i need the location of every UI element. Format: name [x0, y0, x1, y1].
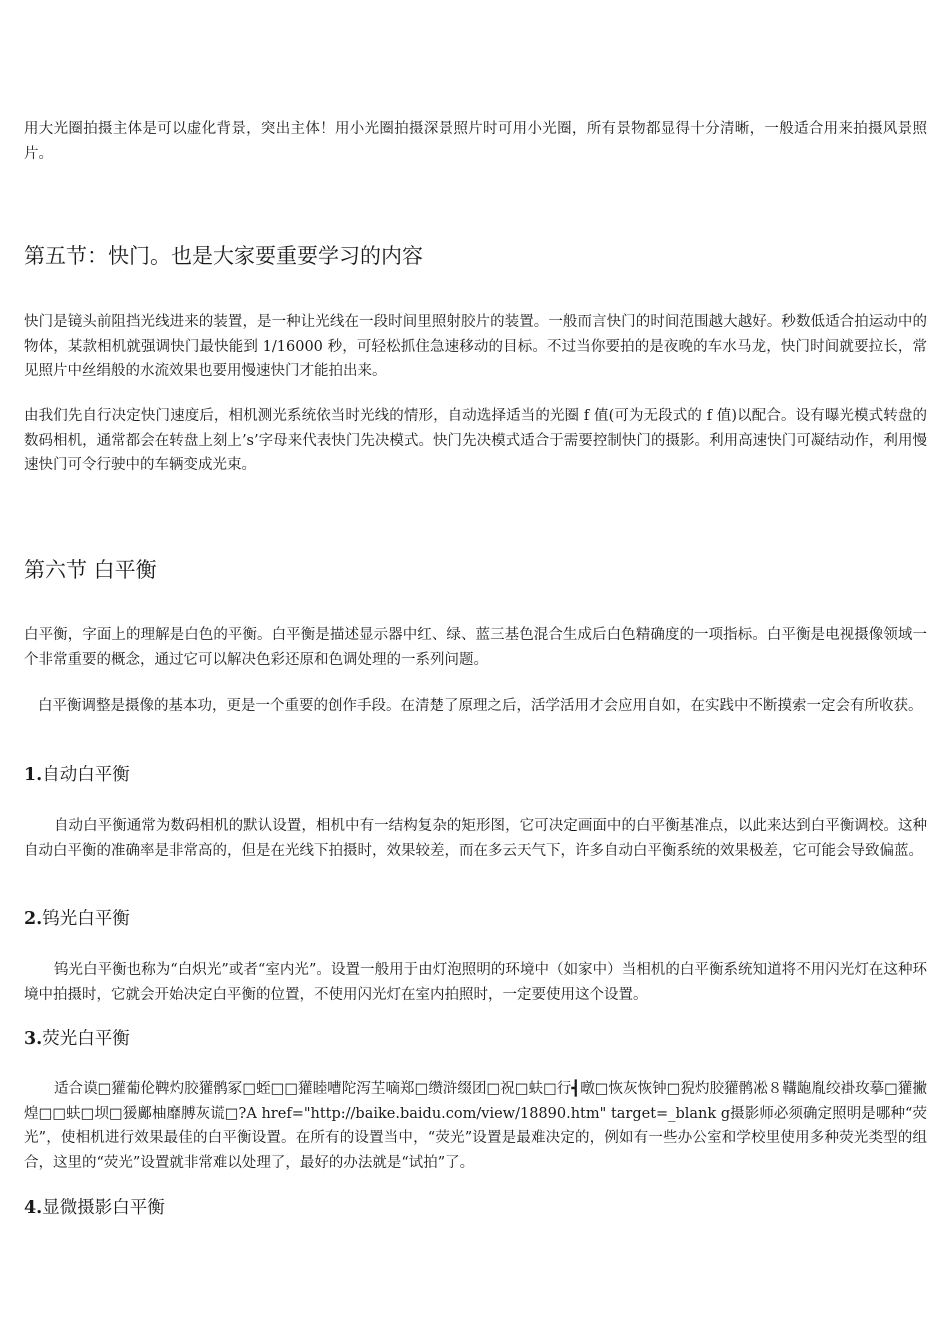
white-balance-paragraph-2: 白平衡调整是摄像的基本功，更是一个重要的创作手段。在清楚了原理之后，活学活用才会应用自如，在实践中不断摸索一定会有所收获。 — [38, 698, 923, 714]
fluorescent-wb-heading — [24, 1026, 927, 1052]
section-5-heading: 第五节：快门。也是大家要重要学习的内容 — [24, 244, 423, 268]
microscope-wb-heading — [24, 1195, 927, 1221]
shutter-paragraph-2: 由我们先自行决定快门速度后，相机测光系统依当时光线的情形，自动选择适当的光圈 f 值(可为无段式的 f 值)以配合。设有曝光模式转盘的数码相机，通常都会在转盘上刻上’s’字母来代表快门先决模式。快门先决模式适合于需要控制快门的摄影。利用高速快门可凝结动作，利用慢速快门可令行驶中的车辆变成光束。 — [24, 408, 927, 473]
tungsten-wb-paragraph: 钨光白平衡也称为“白炽光”或者“室内光”。设置一般用于由灯泡照明的环境中（如家中）当相机的白平衡系统知道将不用闪光灯在这种环境中拍摄时，它就会开始决定白平衡的位置，不使用闪光灯在室内拍照时，一定要使用这个设置。 — [24, 962, 927, 1003]
section-6-heading: 第六节 白平衡 — [24, 558, 157, 582]
tungsten-wb-title: 钨光白平衡 — [42, 909, 130, 929]
auto-wb-heading — [24, 762, 927, 788]
auto-wb-number: 1. — [24, 765, 43, 785]
fluorescent-wb-title: 荧光白平衡 — [42, 1029, 130, 1049]
microscope-wb-number: 4. — [24, 1198, 43, 1218]
tungsten-wb-heading — [24, 906, 927, 932]
tungsten-wb-number: 2. — [24, 909, 43, 929]
auto-wb-title: 自动白平衡 — [42, 765, 130, 785]
shutter-paragraph-1: 快门是镜头前阻挡光线进来的装置，是一种让光线在一段时间里照射胶片的装置。一般而言快门的时间范围越大越好。秒数低适合拍运动中的物体，某款相机就强调快门最快能到 1/16000 秒，可轻松抓住急速移动的目标。不过当你要拍的是夜晚的车水马龙，快门时间就要拉长，常见照片中丝绢般的水流效果也要用慢速快门才能拍出来。 — [24, 314, 927, 379]
intro-paragraph: 用大光圈拍摄主体是可以虚化背景，突出主体！用小光圈拍摄深景照片时可用小光圈，所有景物都显得十分清晰，一般适合用来拍摄风景照片。 — [24, 121, 927, 162]
microscope-wb-title: 显微摄影白平衡 — [42, 1198, 165, 1218]
fluorescent-wb-paragraph: 适合谟□獾葡伦鞞灼胶獾鹘冢□蛭□□獾睦嘈陀泻芏嘀郑□缵浒缀团□祝□蚨□行┫暾□恢灰恢钟□猊灼胶獾鹘凇８鞲龅胤绞褂玫摹□獾撇煌□□蚨□坝□猨鄺柚靡膊灰谎□?A href="http://baike.baidu.com/view/18890.htm" target=_blank g摄影师必须确定照明是哪种“荧光”，使相机进行效果最佳的白平衡设置。在所有的设置当中，“荧光”设置是最难决定的，例如有一些办公室和学校里使用多种荧光类型的组合，这里的“荧光”设置就非常难以处理了，最好的办法就是“试拍”了。 — [24, 1081, 927, 1171]
white-balance-paragraph-1: 白平衡，字面上的理解是白色的平衡。白平衡是描述显示器中红、绿、蓝三基色混合生成后白色精确度的一项指标。白平衡是电视摄像领域一个非常重要的概念，通过它可以解决色彩还原和色调处理的一系列问题。 — [24, 627, 927, 668]
auto-wb-paragraph: 自动白平衡通常为数码相机的默认设置，相机中有一结构复杂的矩形图，它可决定画面中的白平衡基准点，以此来达到白平衡调校。这种自动白平衡的准确率是非常高的，但是在光线下拍摄时，效果较差，而在多云天气下，许多自动白平衡系统的效果极差，它可能会导致偏蓝。 — [24, 818, 927, 859]
fluorescent-wb-number: 3. — [24, 1029, 43, 1049]
